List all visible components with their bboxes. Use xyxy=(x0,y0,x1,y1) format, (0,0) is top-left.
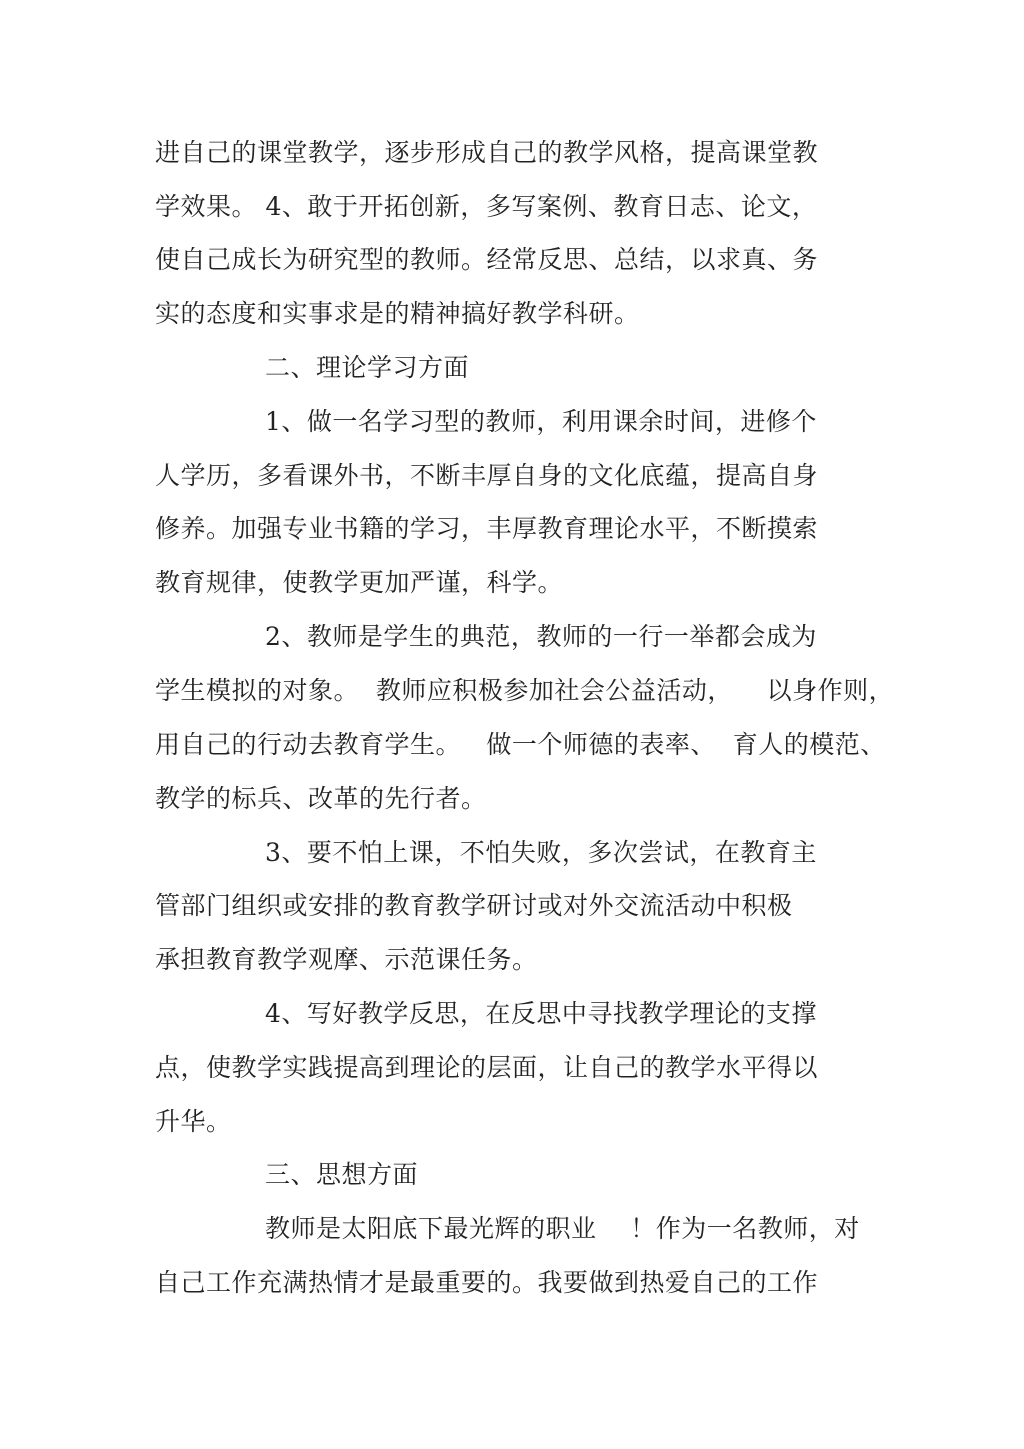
text-line: 修养。加强专业书籍的学习，丰厚教育理论水平，不断摸索 xyxy=(155,514,819,543)
text-line: 学效果。 4、敢于开拓创新，多写案例、教育日志、论文， xyxy=(155,192,818,221)
section-heading: 三、思想方面 xyxy=(265,1160,419,1189)
text-line: 3、要不怕上课，不怕失败，多次尝试，在教育主 xyxy=(265,838,817,867)
text-line: 教学的标兵、改革的先行者。 xyxy=(155,784,487,813)
text-line: 承担教育教学观摩、示范课任务。 xyxy=(155,945,538,974)
text-line: 2、教师是学生的典范，教师的一行一举都会成为 xyxy=(265,622,817,651)
text-line: 教师是太阳底下最光辉的职业 ！作为一名教师，对 xyxy=(265,1214,860,1243)
text-line: 1、做一名学习型的教师，利用课余时间，进修个 xyxy=(265,407,817,436)
text-line: 升华。 xyxy=(155,1107,232,1136)
text-line: 使自己成长为研究型的教师。经常反思、总结，以求真、务 xyxy=(155,245,819,274)
section-heading: 二、理论学习方面 xyxy=(265,353,470,382)
text-line: 用自己的行动去教育学生。 做一个师德的表率、 育人的模范、 xyxy=(155,730,886,759)
text-line: 进自己的课堂教学，逐步形成自己的教学风格，提高课堂教 xyxy=(155,138,819,167)
text-line: 4、写好教学反思，在反思中寻找教学理论的支撑 xyxy=(265,999,817,1028)
text-line: 学生模拟的对象。 教师应积极参加社会公益活动， 以身作则， xyxy=(155,676,895,705)
text-line: 自己工作充满热情才是最重要的。我要做到热爱自己的工作 xyxy=(155,1268,819,1297)
text-line: 教育规律，使教学更加严谨，科学。 xyxy=(155,568,564,597)
text-line: 管部门组织或安排的教育教学研讨或对外交流活动中积极 xyxy=(155,891,793,920)
text-line: 人学历，多看课外书，不断丰厚自身的文化底蕴，提高自身 xyxy=(155,461,819,490)
text-line: 点，使教学实践提高到理论的层面，让自己的教学水平得以 xyxy=(155,1053,819,1082)
text-line: 实的态度和实事求是的精神搞好教学科研。 xyxy=(155,299,640,328)
